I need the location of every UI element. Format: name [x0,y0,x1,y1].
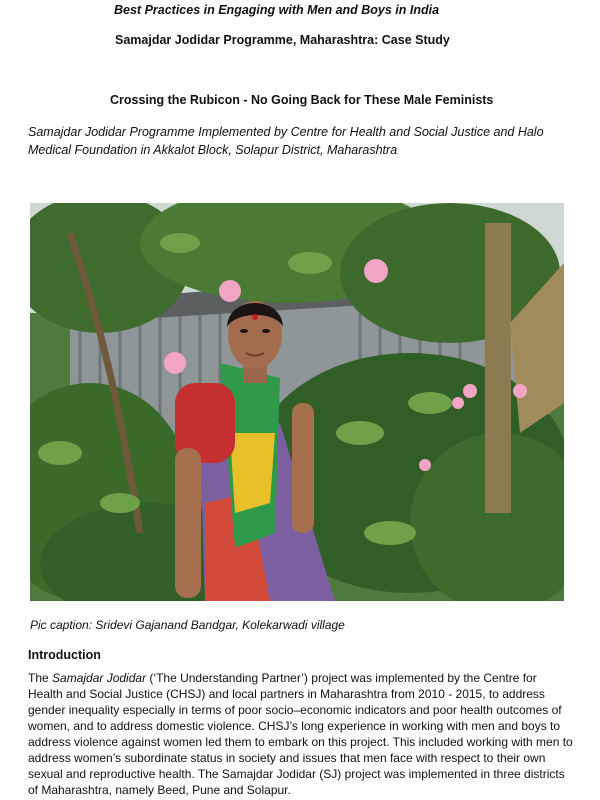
article-subtitle: Samajdar Jodidar Programme Implemented by Centre for Health and Social Justice and Halo Medical Foundation in Akkalot Block, Solapur District, Maharashtra [28,125,544,157]
project-name: Samajdar Jodidar [52,671,147,685]
article-title: Crossing the Rubicon - No Going Back for These Male Feminists [110,93,494,107]
introduction-paragraph [28,670,573,798]
photo-caption: Pic caption: Sridevi Gajanand Bandgar, Kolekarwadi village [30,618,345,632]
photo-illustration [30,203,564,601]
series-title: Best Practices in Engaging with Men and Boys in India [114,3,440,17]
intro-lead: The [28,671,53,685]
case-study-title: Samajdar Jodidar Programme, Maharashtra: Case Study [115,33,450,47]
introduction-heading: Introduction [28,648,101,662]
intro-body: (‘The Understanding Partner’) project was implemented by the Centre for Health and Social Justice (CHSJ) and local partners in Maharashtra from 2010 - 2015, to address gender inequality especially in terms of poor socio–economic indicators and poor health outcomes of women, and to address domestic violence. CHSJ’s long experience in working with men and boys to address violence against women led them to embark on this project. This included working with men to address women’s subordinate status in society and issues that men face with respect to their own sexual and reproductive health. The Samajdar Jodidar (SJ) project was implemented in three districts of Maharashtra, namely Beed, Pune and Solapur. [28,671,573,797]
woman-in-garden-photo [30,203,564,601]
